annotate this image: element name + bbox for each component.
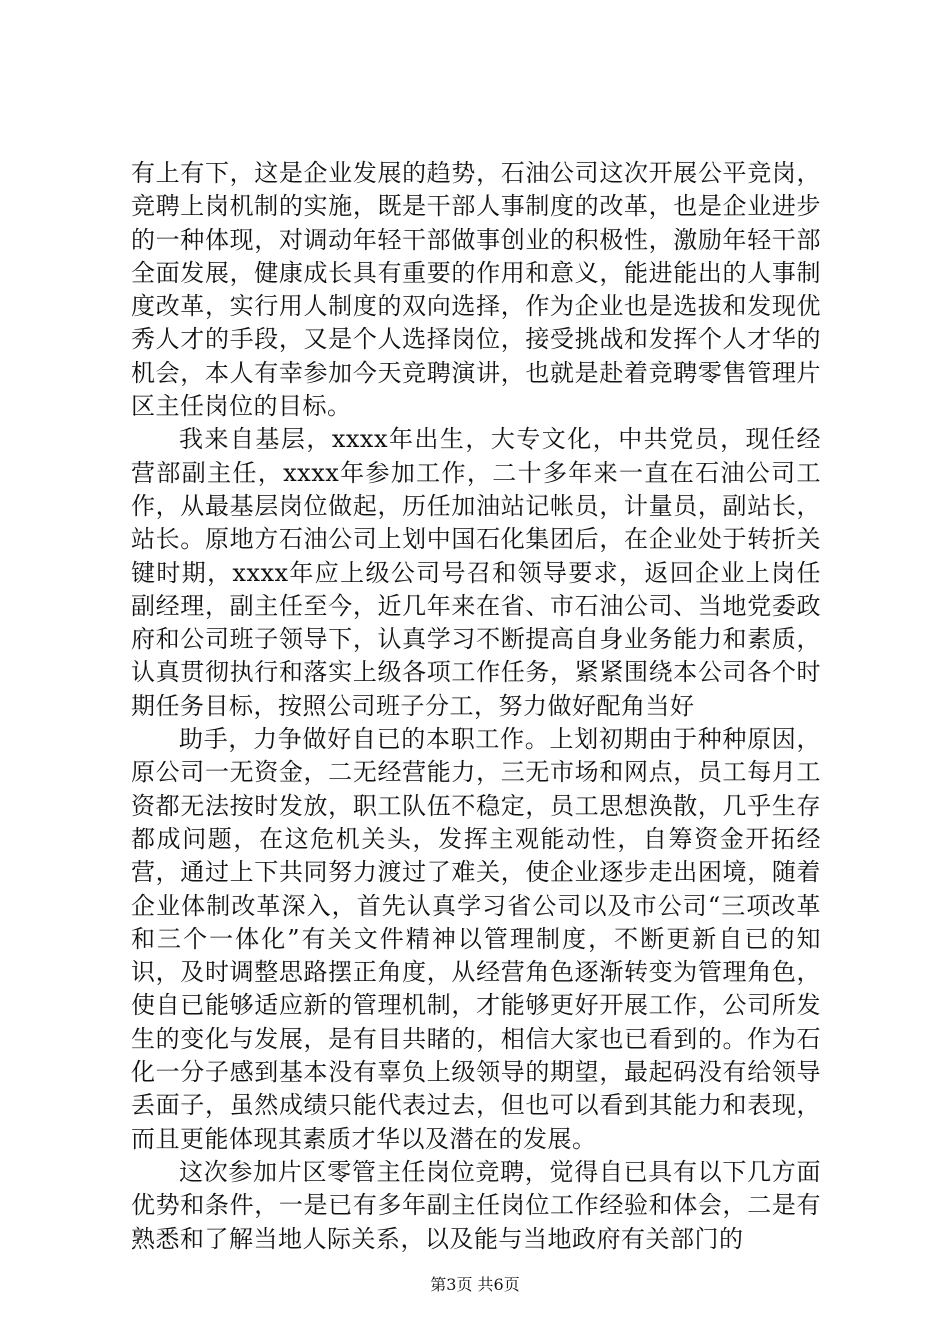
body-text	[131, 157, 821, 1256]
page-footer: 第3页 共6页	[430, 1275, 520, 1294]
paragraph-2: 我来自基层，xxxx年出生，大专文化，中共党员，现任经营部副主任，xxxx年参加工作，二十多年来一直在石油公司工作，从最基层岗位做起，历任加油站记帐员，计量员，副站长，站长。原地方石油公司上划中国石化集团后，在企业处于转折关键时期，xxxx年应上级公司号召和领导要求，返回企业上岗任副经理，副主任至今，近几年来在省、市石油公司、当地党委政府和公司班子领导下，认真学习不断提高自身业务能力和素质，认真贯彻执行和落实上级各项工作任务，紧紧围绕本公司各个时期任务目标，按照公司班子分工，努力做好配角当好	[131, 425, 821, 720]
paragraph-4: 这次参加片区零管主任岗位竞聘，觉得自已具有以下几方面优势和条件，一是已有多年副主任岗位工作经验和体会，二是有熟悉和了解当地人际关系，以及能与当地政府有关部门的	[131, 1157, 821, 1253]
paragraph-3: 助手，力争做好自已的本职工作。上划初期由于种种原因，原公司一无资金，二无经营能力，三无市场和网点，员工每月工资都无法按时发放，职工队伍不稳定，员工思想涣散，几乎生存都成问题，在这危机关头，发挥主观能动性，自筹资金开拓经营，通过上下共同努力渡过了难关，使企业逐步走出困境，随着企业体制改革深入，首先认真学习省公司以及市公司“三项改革和三个一体化”有关文件精神以管理制度，不断更新自已的知识，及时调整思路摆正角度，从经营角色逐渐转变为管理角色，使自已能够适应新的管理机制，才能够更好开展工作，公司所发生的变化与发展，是有目共睹的，相信大家也已看到的。作为石化一分子感到基本没有辜负上级领导的期望，最起码没有给领导丢面子，虽然成绩只能代表过去，但也可以看到其能力和表现，而且更能体现其素质才华以及潜在的发展。	[131, 725, 821, 1153]
paragraph-1: 有上有下，这是企业发展的趋势，石油公司这次开展公平竞岗，竞聘上岗机制的实施，既是干部人事制度的改革，也是企业进步的一种体现，对调动年轻干部做事创业的积极性，激励年轻干部全面发展，健康成长具有重要的作用和意义，能进能出的人事制度改革，实行用人制度的双向选择，作为企业也是选拔和发现优秀人才的手段，又是个人选择岗位，接受挑战和发挥个人才华的机会，本人有幸参加今天竞聘演讲，也就是赴着竞聘零售管理片区主任岗位的目标。	[131, 159, 821, 421]
